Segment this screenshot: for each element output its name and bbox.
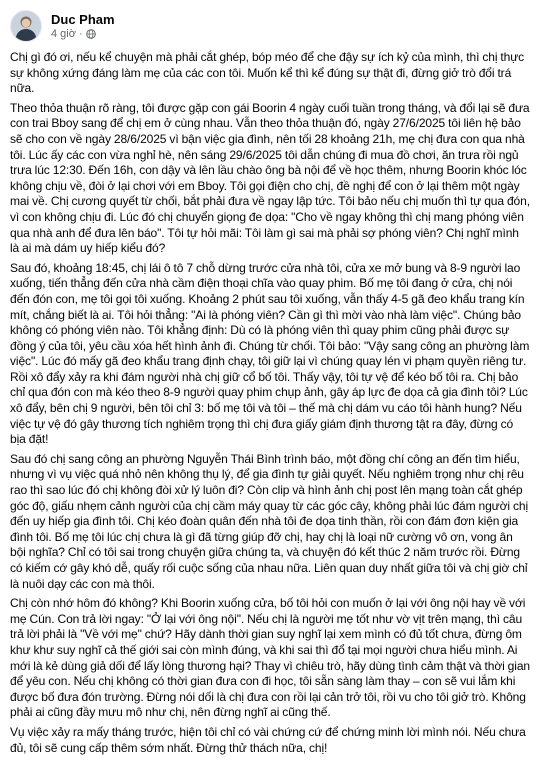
author-name[interactable]: Duc Pham <box>51 11 115 27</box>
avatar-image <box>11 11 41 41</box>
post-timestamp[interactable]: 4 giờ <box>51 27 76 40</box>
post-paragraph: Theo thỏa thuận rõ ràng, tôi được gặp con gái Boorin 4 ngày cuối tuần trong tháng, và đổi lại sẽ đưa con trai Bboy sang để chị em ở cùng nhau. Vẫn theo thỏa thuận đó, ngày 27/6/2025 tôi liên hệ bảo sẽ cho con về ngày 28/6/2025 vì bận việc gia đình, nên tối 28 khoảng 21h, mẹ chị đưa con qua nhà tôi. Lúc ấy các con vừa nghỉ hè, nên sáng 29/6/2025 tôi dẫn chúng đi mua đồ chơi, ăn trưa rồi ngủ trưa lúc 12:30. Đến 16h, con dậy và lên lầu chào ông bà nội để về học thêm, nhưng Boorin khóc lóc không chịu về, đòi ở lại chơi với em Bboy. Tôi gọi điện cho chị, đề nghị để con ở lại thêm một ngày mai về. Chị cương quyết từ chối, bắt phải đưa về ngay lập tức. Tôi bảo nếu chị muốn thì tự qua đón, vì con không chịu đi. Lúc đó chị chuyển giọng đe dọa: "Cho về ngay không thì chị mang phóng viên qua nhà anh để đưa lên báo". Tôi tự hỏi mãi: Tôi làm gì sai mà phải sợ phóng viên? Chị nghĩ mình là ai mà dám uy hiếp kiểu đó? <box>10 100 530 256</box>
globe-icon[interactable] <box>86 29 96 39</box>
post-paragraph: Sau đó, khoảng 18:45, chị lái ô tô 7 chỗ dừng trước cửa nhà tôi, cửa xe mở bung và 8-9 người lao xuống, tiến thẳng đến cửa nhà cầm điện thoại chĩa vào quay phim. Bố mẹ tôi đang ở cửa, chị nói đến đón con, mẹ tôi gọi tôi xuống. Khoảng 2 phút sau tôi xuống, vẫn thấy 4-5 gã đeo khẩu trang kín mít, chắng biết là ai. Tôi hỏi thẳng: "Ai là phóng viên? Cần gì thì mời vào nhà làm việc". Chúng bảo không có phóng viên nào. Tôi khẳng định: Dù có là phóng viên thì quay phim cũng phải được sự đồng ý của tôi, yêu cầu xóa hết hình ảnh đi. Chúng từ chối. Tôi bảo: "Vậy sang công an phường làm việc". Lúc đó mấy gã đeo khẩu trang định chạy, tôi giữ lại vì chúng quay lén vi phạm quyền riêng tư. Rồi xô đẩy xảy ra khi đám người nhà chị giữ cổ bố tôi. Thấy vậy, tôi tự vệ để kéo bố tôi ra. Chị bảo chỉ qua đón con mà kéo theo 8-9 người quay phim chụp ảnh, gây áp lực đe dọa cả gia đình tôi? Lúc xô đẩy, bên chị 9 người, bên tôi chỉ 3: bố mẹ tôi và tôi – thế mà chị dám vu cáo tôi hành hung? Nếu việc tự vệ đó gây thương tích nghiêm trọng thì chị đưa giấy giám định thương tật ra đây, đừng có bịa đặt! <box>10 260 530 447</box>
post-paragraph: Chị gì đó ơi, nếu kể chuyện mà phải cắt ghép, bóp méo để che đậy sự ích kỷ của mình, thì chị thực sự không xứng đáng làm mẹ của các con tôi. Muốn kể thì kể đúng sự thật đi, đừng giở trò đổi trá nữa. <box>10 50 525 96</box>
post-paragraph: Vụ việc xảy ra mấy tháng trước, hiện tôi chỉ có vài chứng cứ để chứng minh lời mình nói. Nếu chưa đủ, tôi sẽ cung cấp thêm sớm nhất. Đừng thử thách nữa, chị! <box>10 724 526 755</box>
time-separator: · <box>78 27 83 40</box>
person-avatar-icon[interactable] <box>10 10 42 42</box>
post-paragraph: Sau đó chị sang công an phường Nguyễn Thái Bình trình báo, một đồng chí công an đến tìm hiểu, nhưng vì vụ việc quá nhỏ nên không thụ lý, để gia đình tự giải quyết. Nếu nghiêm trọng như chị rêu rao thì sao lúc đó chị không đòi xử lý luôn đi? Còn clip và hình ảnh chị post lên mạng toàn cắt ghép góc độ, giấu nhẹm cảnh người của chị cầm máy quay từ các góc cây, không phải lúc đám người chị đến uy hiếp gia đình tôi. Chị kéo đoàn quân đến nhà tôi đe dọa tinh thần, rồi con đám đơn kiện gia đình tôi. Bố mẹ tôi lúc chị chưa là gì đã từng giúp đỡ chị, hay chị là loại nữ cường vô ơn, vong ân bội nghĩa? Chỉ có tôi sai trong chuyện giữa chúng ta, và chuyện đó kết thúc 2 năm trước rồi. Đừng có kiếm cớ gây khó dễ, quấy rối cuộc sống của nhau nữa. Liên quan duy nhất giữa tôi và chị giờ chỉ là nuôi dạy các con mà thôi. <box>10 451 529 591</box>
post-content <box>10 50 530 756</box>
post-time-row <box>51 28 115 41</box>
post-paragraph: Chị còn nhớ hôm đó không? Khi Boorin xuống cửa, bố tôi hỏi con muốn ở lại với ông nội hay về với mẹ Cún. Con trả lời ngay: "Ở lại với ông nội". Nếu chị là người mẹ tốt như vờ vịt trên mạng, thì câu trả lời phải là "Về với mẹ" chứ? Hãy dành thời gian suy nghĩ lại xem mình có đủ tốt chưa, đừng ôm khư khư suy nghĩ cả thế giới sai còn mình đúng, và khi sai thì đổ tại mọi người chưa hiểu mình. Ai mới là kẻ dùng giả dối để lấy lòng thương hại? Thay vì chiêu trò, hãy dùng tình cảm thật và thời gian để yêu con. Nếu chị không có thời gian đưa con đi học, tôi sẵn sàng làm thay – con sẽ vui lắm khi được bố đưa đón trường. Đừng nói dối là chị đưa con rồi lại cản trở tôi, rồi vu cho tôi giở trò. Không phải ai cũng đầy mưu mô như chị, nên đừng nghĩ ai cũng thế. <box>10 596 530 720</box>
post-header <box>10 8 530 44</box>
post-meta <box>51 12 115 41</box>
